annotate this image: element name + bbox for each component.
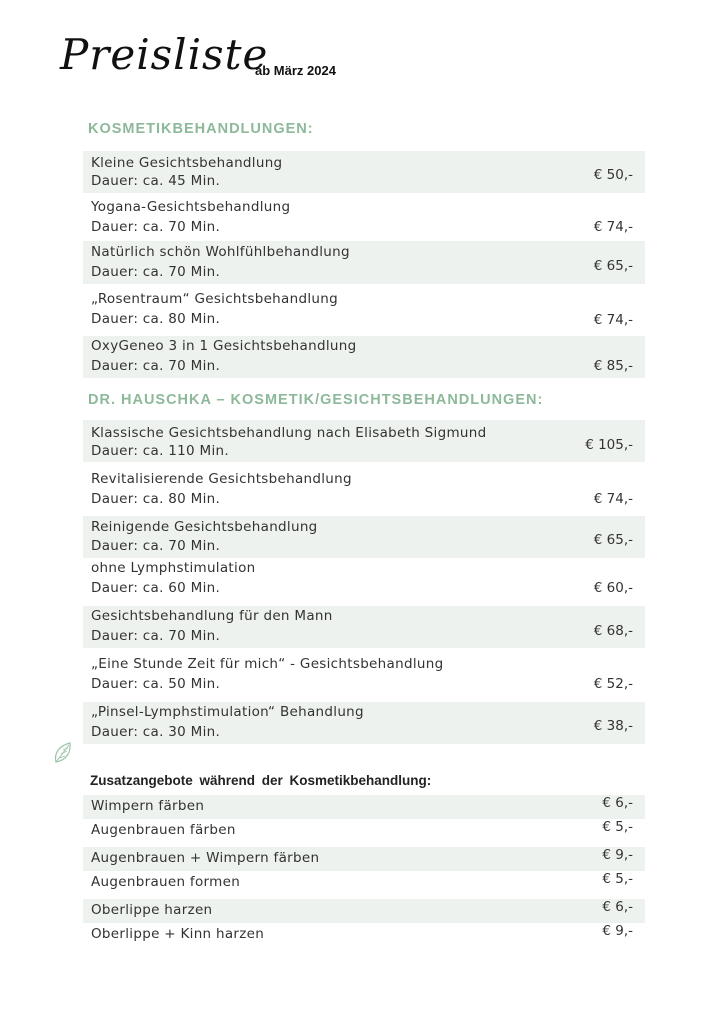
price-row: [83, 336, 645, 378]
price-list-kosmetik: [83, 151, 645, 378]
extra-name: Wimpern färben: [91, 798, 205, 814]
treatment-price: € 105,-: [585, 437, 633, 453]
treatment-name: Natürlich schön Wohlfühlbehandlung: [91, 244, 350, 260]
extras-row: [83, 923, 645, 951]
price-row: [83, 516, 645, 558]
extra-price: € 6,-: [602, 795, 633, 811]
extra-name: Oberlippe + Kinn harzen: [91, 926, 265, 942]
treatment-name: Reinigende Gesichtsbehandlung: [91, 519, 318, 535]
treatment-price: € 74,-: [593, 491, 633, 507]
extra-name: Oberlippe harzen: [91, 902, 213, 918]
extras-row: [83, 899, 645, 923]
leaf-icon: [52, 740, 76, 770]
extra-name: Augenbrauen + Wimpern färben: [91, 850, 320, 866]
price-row: [83, 606, 645, 648]
treatment-price: € 65,-: [593, 532, 633, 548]
price-list-hauschka: [83, 420, 645, 744]
price-row: [83, 462, 645, 516]
treatment-name: ohne Lymphstimulation: [91, 560, 256, 576]
treatment-price: € 52,-: [593, 676, 633, 692]
treatment-price: € 60,-: [593, 580, 633, 596]
treatment-price: € 74,-: [593, 312, 633, 328]
treatment-duration: Dauer: ca. 80 Min.: [91, 491, 221, 507]
treatment-price: € 68,-: [593, 623, 633, 639]
treatment-duration: Dauer: ca. 50 Min.: [91, 676, 221, 692]
extra-price: € 5,-: [602, 871, 633, 887]
extras-row: [83, 819, 645, 847]
treatment-price: € 65,-: [593, 258, 633, 274]
treatment-price: € 74,-: [593, 219, 633, 235]
page-title: Preisliste: [60, 30, 269, 79]
extras-row: [83, 795, 645, 819]
treatment-name: Yogana-Gesichtsbehandlung: [91, 199, 291, 215]
treatment-duration: Dauer: ca. 80 Min.: [91, 311, 221, 327]
page-subtitle: ab März 2024: [255, 63, 336, 78]
treatment-name: „Pinsel-Lymphstimulation“ Behandlung: [91, 704, 364, 720]
treatment-duration: Dauer: ca. 60 Min.: [91, 580, 221, 596]
extra-name: Augenbrauen färben: [91, 822, 236, 838]
section-heading-hauschka: DR. HAUSCHKA – KOSMETIK/GESICHTSBEHANDLUNGEN:: [88, 392, 544, 408]
treatment-name: „Rosentraum“ Gesichtsbehandlung: [91, 291, 338, 307]
extras-heading: Zusatzangebote während der Kosmetikbehandlung:: [90, 773, 432, 788]
extra-price: € 9,-: [602, 923, 633, 939]
price-row: [83, 241, 645, 284]
treatment-name: Revitalisierende Gesichtsbehandlung: [91, 471, 352, 487]
treatment-price: € 85,-: [593, 358, 633, 374]
extra-price: € 9,-: [602, 847, 633, 863]
price-row: [83, 558, 645, 606]
price-row: [83, 151, 645, 193]
extras-row: [83, 847, 645, 871]
treatment-duration: Dauer: ca. 110 Min.: [91, 443, 229, 459]
treatment-duration: Dauer: ca. 70 Min.: [91, 538, 221, 554]
extra-price: € 5,-: [602, 819, 633, 835]
price-row: [83, 193, 645, 241]
price-row: [83, 648, 645, 702]
treatment-duration: Dauer: ca. 70 Min.: [91, 628, 221, 644]
treatment-duration: Dauer: ca. 70 Min.: [91, 358, 221, 374]
treatment-name: Klassische Gesichtsbehandlung nach Elisabeth Sigmund: [91, 425, 487, 441]
treatment-name: Gesichtsbehandlung für den Mann: [91, 608, 333, 624]
extras-list: [83, 795, 645, 951]
price-row: [83, 702, 645, 744]
price-row: [83, 284, 645, 336]
treatment-price: € 50,-: [593, 167, 633, 183]
section-heading-kosmetik: KOSMETIKBEHANDLUNGEN:: [88, 121, 314, 137]
treatment-name: „Eine Stunde Zeit für mich“ - Gesichtsbehandlung: [91, 656, 444, 672]
extras-row: [83, 871, 645, 899]
treatment-duration: Dauer: ca. 70 Min.: [91, 264, 221, 280]
price-row: [83, 420, 645, 462]
extra-price: € 6,-: [602, 899, 633, 915]
treatment-price: € 38,-: [593, 718, 633, 734]
treatment-name: Kleine Gesichtsbehandlung: [91, 155, 283, 171]
extra-name: Augenbrauen formen: [91, 874, 241, 890]
treatment-duration: Dauer: ca. 30 Min.: [91, 724, 221, 740]
treatment-name: OxyGeneo 3 in 1 Gesichtsbehandlung: [91, 338, 357, 354]
treatment-duration: Dauer: ca. 70 Min.: [91, 219, 221, 235]
treatment-duration: Dauer: ca. 45 Min.: [91, 173, 221, 189]
